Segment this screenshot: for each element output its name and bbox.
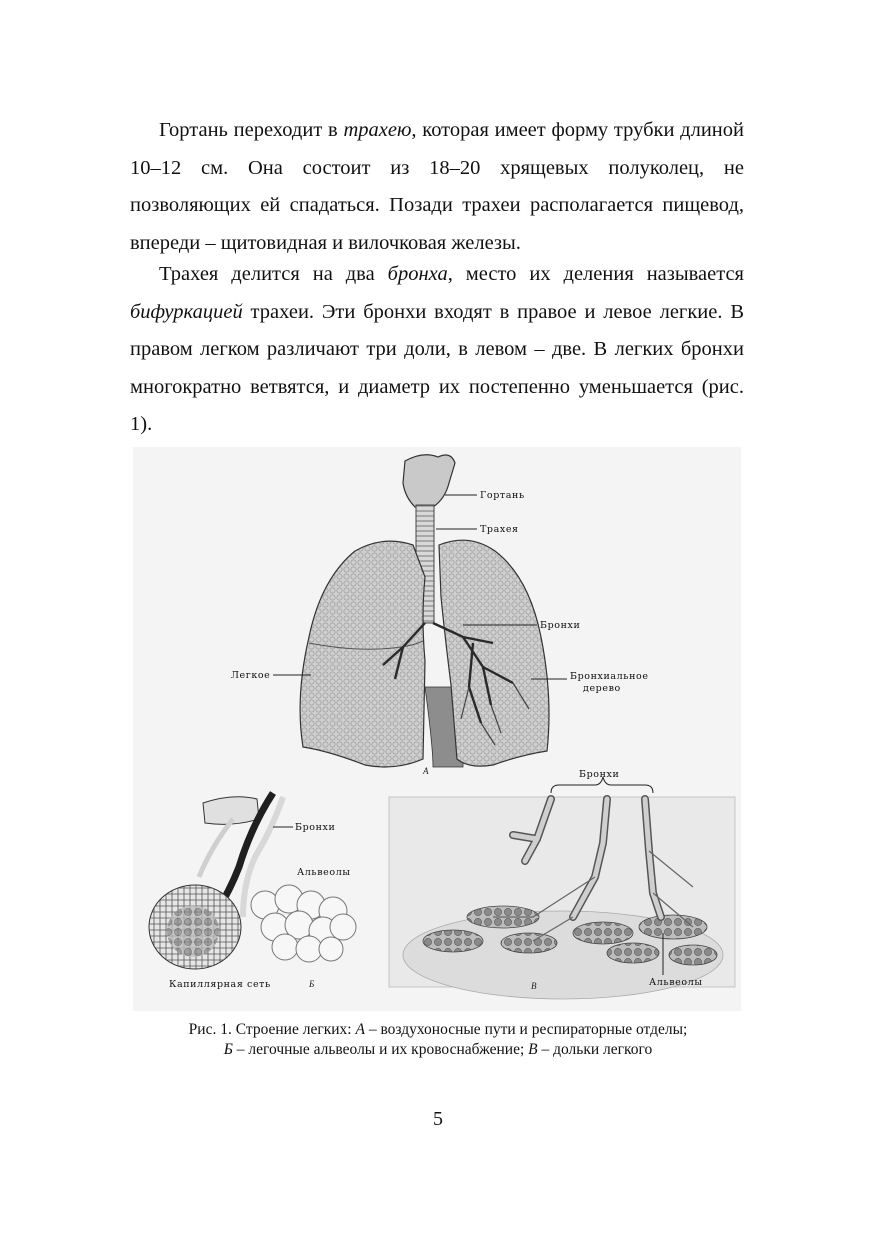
label-part-a: А: [423, 766, 429, 776]
paragraph-larynx-trachea: Гортань переходит в трахею, которая имеет форму трубки длиной 10–12 см. Она состоит из 18–20 хрящевых полуколец, не позволяющих ей спадаться. Позади трахеи располагается пищевод, впереди – щитовидная и вилочковая железы.: [130, 119, 744, 254]
label-bronchi-c: Бронхи: [579, 769, 620, 780]
label-alveoli-c: Альвеолы: [649, 977, 703, 988]
lung-lobule-illustration: [389, 769, 735, 999]
caption-line-1: Рис. 1. Строение легких: А – воздухоносные пути и респираторные отделы;: [188, 1021, 688, 1038]
label-alveoli-b: Альвеолы: [297, 867, 351, 878]
label-bronchial-tree-1: Бронхиальное: [570, 671, 649, 682]
label-part-c: В: [531, 981, 537, 991]
label-part-b: Б: [309, 979, 315, 989]
label-bronchi-b: Бронхи: [295, 822, 336, 833]
label-bronchi-a: Бронхи: [540, 620, 581, 631]
label-trachea: Трахея: [480, 524, 519, 535]
label-larynx: Гортань: [480, 490, 525, 501]
caption-line-2: Б – легочные альвеолы и их кровоснабжение; В – дольки легкого: [223, 1041, 653, 1058]
lung-structure-figure: [133, 447, 741, 1011]
figure-caption: [140, 1020, 736, 1060]
label-bronchial-tree-2: дерево: [583, 683, 621, 694]
page-number: 5: [433, 1108, 443, 1130]
label-capillary-network: Капиллярная сеть: [169, 979, 271, 990]
label-lung: Легкое: [231, 670, 271, 681]
paragraph-bronchi: Трахея делится на два бронха, место их деления называется бифуркацией трахеи. Эти бронхи входят в правое и левое легкие. В правом легком различают три доли, в левом – две. В легких бронхи многократно ветвятся, и диаметр их постепенно уменьшается (рис. 1).: [130, 263, 744, 435]
